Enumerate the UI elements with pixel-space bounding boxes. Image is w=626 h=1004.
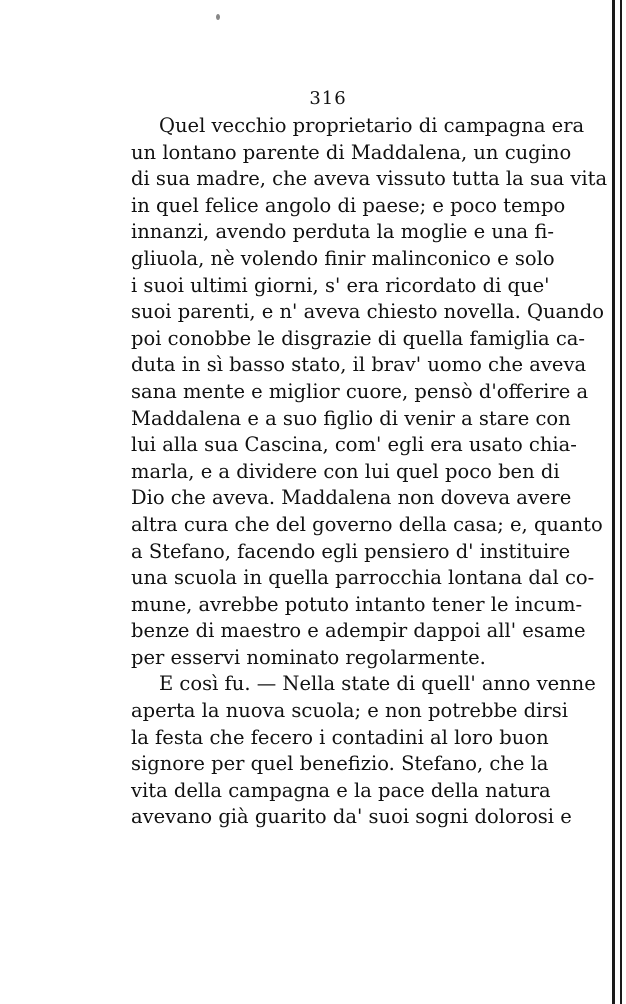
text-line: lui alla sua Cascina, com' egli era usato chia- <box>131 433 577 457</box>
text-line: altra cura che del governo della casa; e, quanto <box>131 512 603 536</box>
text-line: una scuola in quella parrocchia lontana dal co- <box>131 566 595 590</box>
text-line: E così fu. — Nella state di quell' anno venne <box>159 672 596 696</box>
text-line: la festa che fecero i contadini al loro buon <box>131 725 549 749</box>
text-line: innanzi, avendo perduta la moglie e una fi- <box>131 220 554 244</box>
body-text <box>131 113 608 831</box>
text-line: di sua madre, che aveva vissuto tutta la sua vita <box>131 167 608 191</box>
text-line: aperta la nuova scuola; e non potrebbe dirsi <box>131 699 568 723</box>
text-line: signore per quel benefizio. Stefano, che la <box>131 752 549 776</box>
text-line: gliuola, nè volendo finir malinconico e solo <box>131 246 555 270</box>
page-edge-line <box>612 0 615 1004</box>
text-line: Quel vecchio proprietario di campagna era <box>159 114 585 137</box>
text-line: suoi parenti, e n' aveva chiesto novella. Quando <box>131 300 604 324</box>
text-line: benze di maestro e adempir dappoi all' esame <box>131 619 586 643</box>
text-line: sana mente e miglior cuore, pensò d'offerire a <box>131 379 589 403</box>
text-line: duta in sì basso stato, il brav' uomo che aveva <box>131 353 587 377</box>
text-line: a Stefano, facendo egli pensiero d' instituire <box>131 539 571 563</box>
text-line: un lontano parente di Maddalena, un cugino <box>131 140 572 164</box>
text-line: avevano già guarito da' suoi sogni dolorosi e <box>131 805 572 829</box>
text-line: per esservi nominato regolarmente. <box>131 645 486 669</box>
ink-speck <box>216 14 220 20</box>
text-line: vita della campagna e la pace della natura <box>131 778 551 802</box>
text-line: Dio che aveva. Maddalena non doveva avere <box>131 486 572 510</box>
text-line: i suoi ultimi giorni, s' era ricordato di que' <box>131 273 550 297</box>
text-line: Maddalena e a suo figlio di venir a stare con <box>131 406 571 430</box>
page-edge-line-outer <box>620 0 622 1004</box>
text-line: marla, e a dividere con lui quel poco ben di <box>131 459 560 483</box>
text-line: poi conobbe le disgrazie di quella famiglia ca- <box>131 326 585 350</box>
page-number: 316 <box>309 88 347 109</box>
text-line: in quel felice angolo di paese; e poco tempo <box>131 193 566 217</box>
text-line: mune, avrebbe potuto intanto tener le incum- <box>131 592 583 616</box>
